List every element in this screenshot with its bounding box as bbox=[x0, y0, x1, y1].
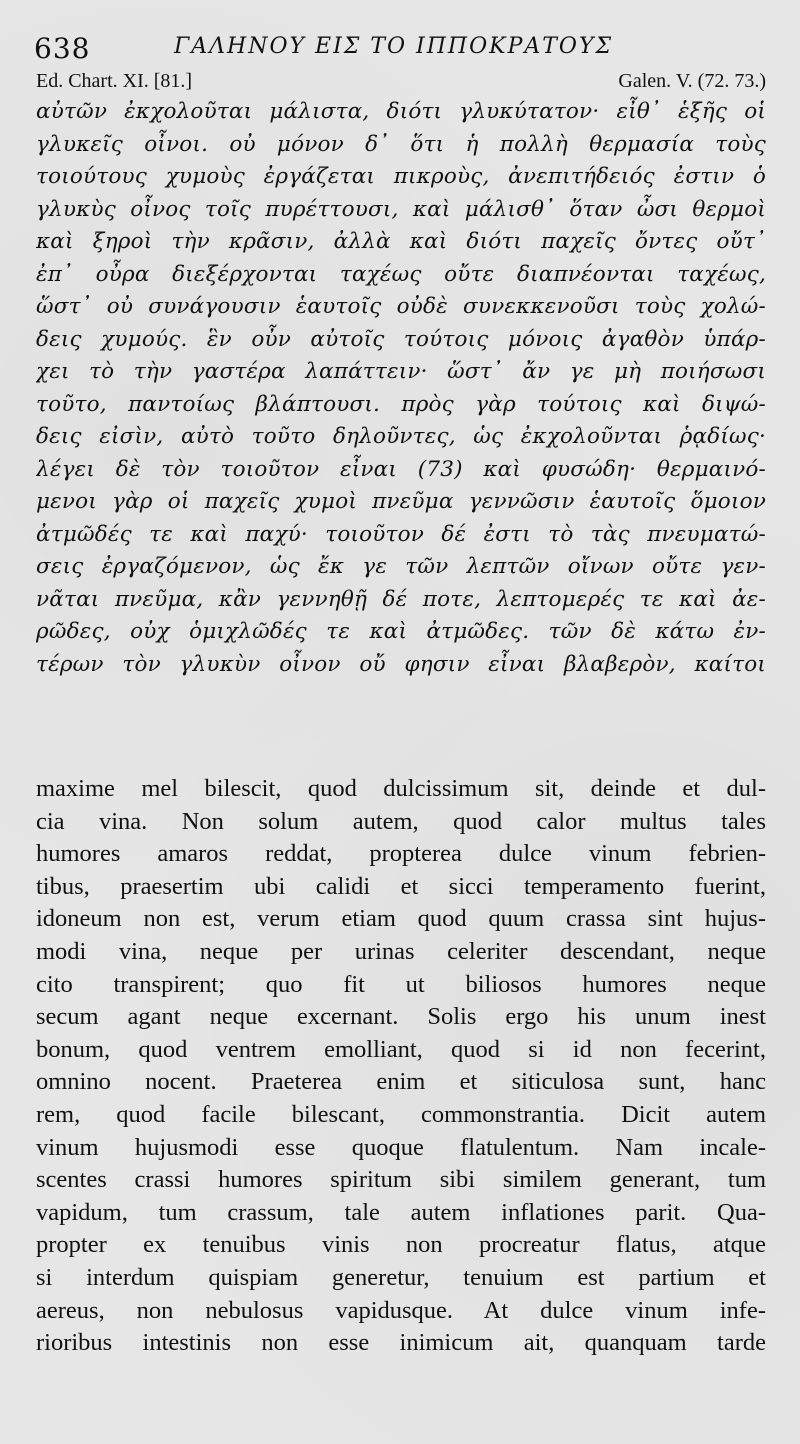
latin-text-line: aereus, non nebulosus vapidusque. At dulce vinum infe- bbox=[36, 1296, 766, 1324]
greek-text-line: ὥστ᾽ οὐ συνάγουσιν ἑαυτοῖς οὐδὲ συνεκκενοῦσι τοὺς χολώ- bbox=[36, 294, 766, 319]
latin-text-line: propter ex tenuibus vinis non procreatur flatus, atque bbox=[36, 1231, 766, 1259]
latin-text-line: maxime mel bilescit, quod dulcissimum sit, deinde et dul- bbox=[36, 775, 766, 802]
greek-text-block bbox=[36, 96, 766, 681]
latin-text-line: vinum hujusmodi esse quoque flatulentum. Nam incale- bbox=[36, 1133, 766, 1161]
latin-text-line: scentes crassi humores spiritum sibi similem generant, tum bbox=[36, 1166, 766, 1194]
running-title: ΓΑΛΗΝΟΥ ΕΙΣ ΤΟ ΙΠΠΟΚΡΑΤΟΥΣ bbox=[174, 34, 614, 59]
greek-text-line: σεις ἐργαζόμενον, ὡς ἔκ γε τῶν λεπτῶν οἴνων οὔτε γεν- bbox=[36, 554, 766, 579]
running-head bbox=[34, 32, 766, 66]
edition-reference-line bbox=[36, 70, 766, 96]
latin-text-line: idoneum non est, verum etiam quod quum crassa sint hujus- bbox=[36, 905, 766, 933]
latin-text-line: modi vina, neque per urinas celeriter descendant, neque bbox=[36, 937, 766, 965]
latin-text-block bbox=[36, 773, 766, 1360]
greek-text-line: ἐπ᾽ οὖρα διεξέρχονται ταχέως οὔτε διαπνέονται ταχέως, bbox=[36, 261, 766, 287]
latin-text-line: cito transpirent; quo fit ut biliosos humores neque bbox=[36, 970, 766, 998]
greek-text-line: δεις χυμούς. ἓν οὖν αὐτοῖς τούτοις μόνοις ἀγαθὸν ὑπάρ- bbox=[36, 326, 766, 352]
latin-text-line: cia vina. Non solum autem, quod calor multus tales bbox=[36, 807, 766, 835]
greek-text-line: τοιούτους χυμοὺς ἐργάζεται πικροὺς, ἀνεπιτήδειός ἐστιν ὁ bbox=[36, 164, 766, 189]
latin-text-line: tibus, praesertim ubi calidi et sicci temperamento fuerint, bbox=[36, 872, 766, 900]
greek-text-line: αὐτῶν ἐκχολοῦται μάλιστα, διότι γλυκύτατον· εἶθ᾽ ἑξῆς οἱ bbox=[36, 99, 766, 124]
greek-text-line: νᾶται πνεῦμα, κἂν γεννηθῇ δέ ποτε, λεπτομερές τε καὶ ἀε- bbox=[36, 586, 766, 612]
greek-text-line: λέγει δὲ τὸν τοιοῦτον εἶναι (73) καὶ φυσώδη· θερμαινό- bbox=[36, 456, 766, 482]
latin-text-line: vapidum, tum crassum, tale autem inflationes parit. Qua- bbox=[36, 1198, 766, 1226]
greek-text-line: δεις εἰσὶν, αὐτὸ τοῦτο δηλοῦντες, ὡς ἐκχολοῦνται ῥᾳδίως· bbox=[36, 424, 766, 449]
greek-text-line: μενοι γὰρ οἱ παχεῖς χυμοὶ πνεῦμα γεννῶσιν ἑαυτοῖς ὅμοιον bbox=[36, 489, 766, 514]
greek-text-line: ἀτμῶδές τε καὶ παχύ· τοιοῦτον δέ ἐστι τὸ τὰς πνευματώ- bbox=[36, 521, 766, 547]
latin-text-line: rioribus intestinis non esse inimicum ait, quanquam tarde bbox=[36, 1329, 766, 1357]
latin-text-line: rem, quod facile bilescant, commonstrantia. Dicit autem bbox=[36, 1100, 766, 1128]
greek-text-line: γλυκεῖς οἶνοι. οὐ μόνον δ᾽ ὅτι ἡ πολλὴ θερμασία τοὺς bbox=[36, 131, 766, 157]
edition-reference-chartier: Ed. Chart. XI. [81.] bbox=[36, 70, 193, 92]
latin-text-line: omnino nocent. Praeterea enim et siticulosa sunt, hanc bbox=[36, 1068, 766, 1096]
edition-reference-galen: Galen. V. (72. 73.) bbox=[618, 70, 766, 92]
greek-text-line: καὶ ξηροὶ τὴν κρᾶσιν, ἀλλὰ καὶ διότι παχεῖς ὄντες οὔτ᾽ bbox=[36, 229, 766, 254]
greek-text-line: ρῶδες, οὐχ ὁμιχλῶδές τε καὶ ἀτμῶδες. τῶν δὲ κάτω ἐν- bbox=[36, 619, 766, 644]
greek-text-line: χει τὸ τὴν γαστέρα λαπάττειν· ὥστ᾽ ἄν γε μὴ ποιήσωσι bbox=[36, 359, 766, 384]
greek-text-line: τέρων τὸν γλυκὺν οἶνον οὔ φησιν εἶναι βλαβερὸν, καίτοι bbox=[36, 651, 766, 677]
greek-text-line: τοῦτο, παντοίως βλάπτουσι. πρὸς γὰρ τούτοις καὶ διψώ- bbox=[36, 391, 766, 417]
latin-text-line: secum agant neque excernant. Solis ergo his unum inest bbox=[36, 1003, 766, 1031]
latin-text-line: bonum, quod ventrem emolliant, quod si id non fecerint, bbox=[36, 1035, 766, 1063]
page-number: 638 bbox=[34, 32, 91, 65]
greek-text-line: γλυκὺς οἶνος τοῖς πυρέττουσι, καὶ μάλισθ᾽ ὅταν ὦσι θερμοὶ bbox=[36, 196, 766, 222]
latin-text-line: si interdum quispiam generetur, tenuium est partium et bbox=[36, 1263, 766, 1291]
latin-text-line: humores amaros reddat, propterea dulce vinum febrien- bbox=[36, 840, 766, 868]
